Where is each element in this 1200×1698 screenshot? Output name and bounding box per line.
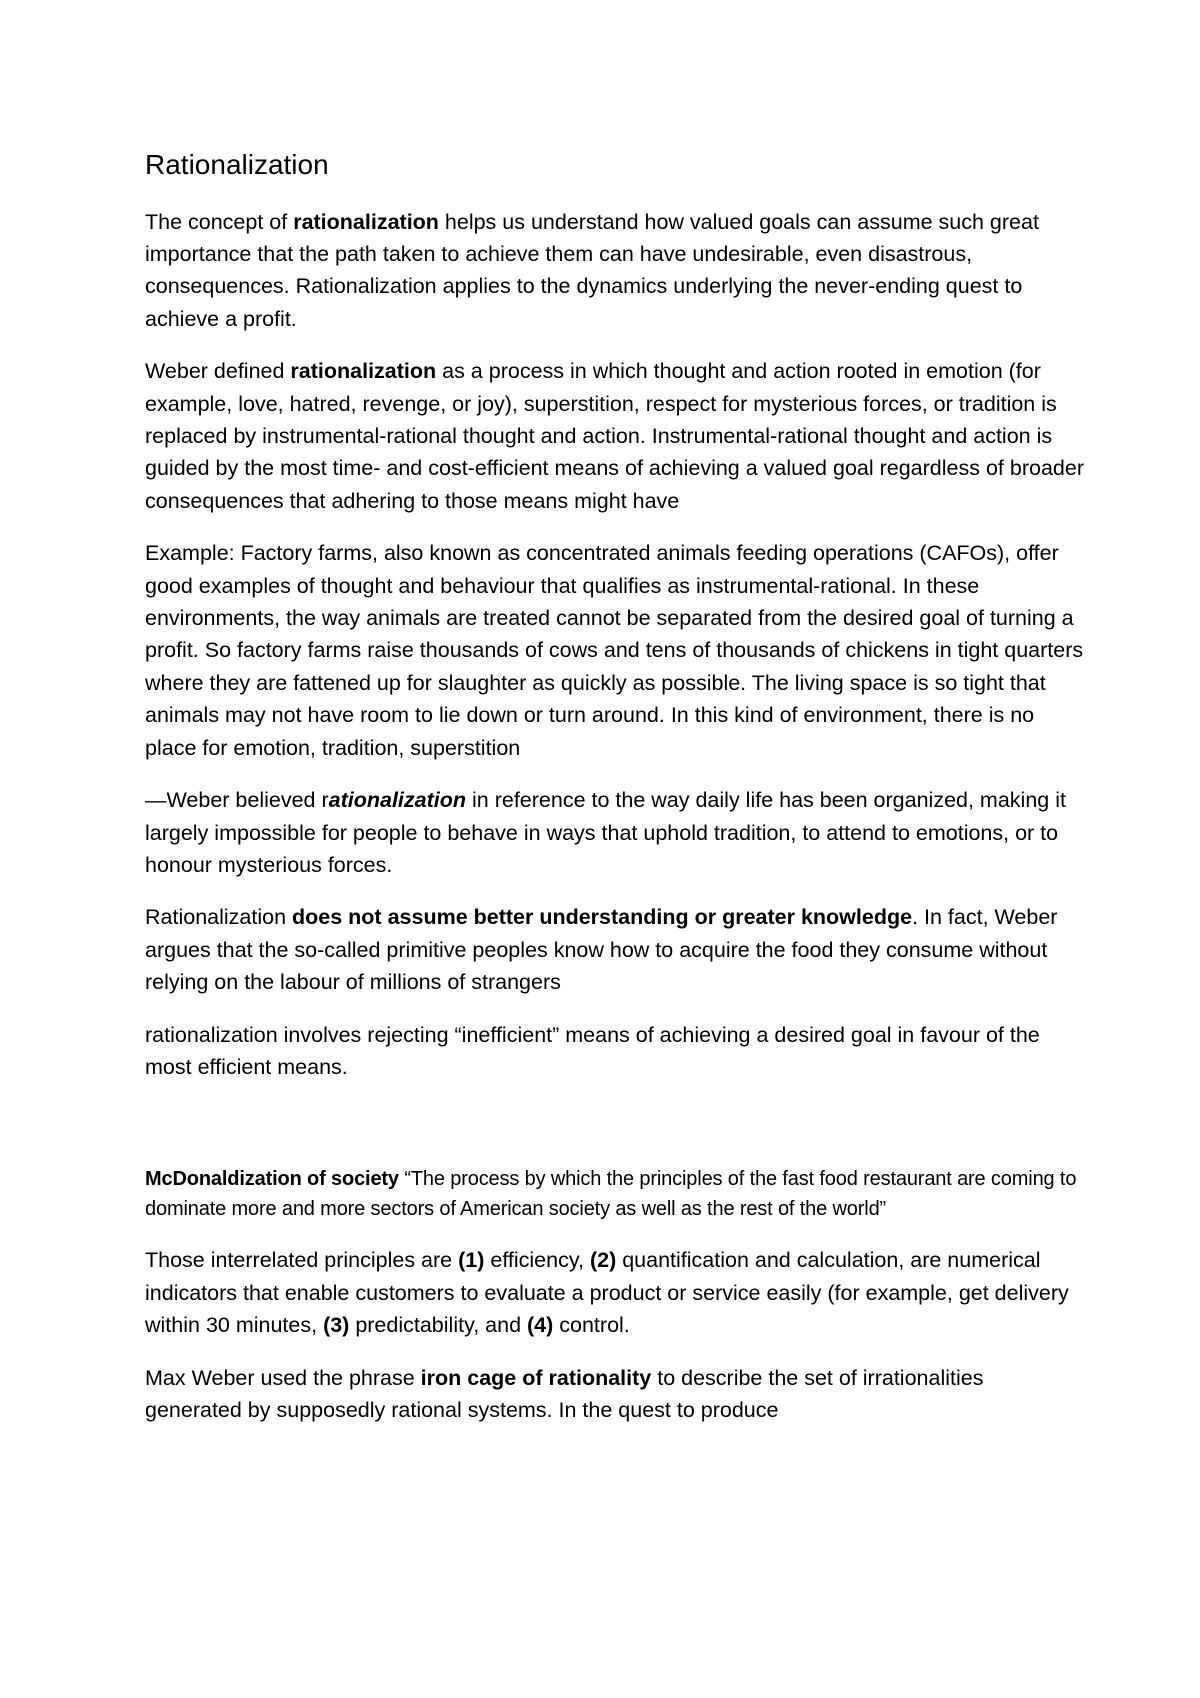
section-heading: Rationalization xyxy=(145,149,329,180)
paragraph-factory-farms-example xyxy=(145,537,1085,764)
bold-term: iron cage of rationality xyxy=(420,1365,652,1390)
bold-italic-term: ationalization xyxy=(328,788,467,813)
text-run: Example: Factory farms, also known as concentrated animals feeding operations (CAFOs), offer good examples of thought and behaviour that qualifies as instrumental-rational. In these environments, the way animals are treated cannot be separated from the desired goal of turning a profit. So factory farms raise thousands of cows and tens of thousands of chickens in tight quarters where they are fattened up for slaughter as quickly as possible. The living space is so tight that animals may not have room to lie down or turn around. In this kind of environment, there is no place for emotion, tradition, superstition xyxy=(145,541,1084,760)
text-run: —Weber believed r xyxy=(145,788,329,813)
text-run: . In fact, Weber argues that the so-called primitive peoples know how to acquire the food they consume without relying on the labour of millions of strangers xyxy=(145,905,1058,995)
text-run: control. xyxy=(553,1313,630,1338)
text-run: The concept of xyxy=(145,209,294,234)
text-run: as a process in which thought and action rooted in emotion (for example, love, hatred, revenge, or joy), superstition, respect for mysterious forces, or tradition is replaced by instrumental-rational thought and action. Instrumental-rational thought and action is guided by the most time- and cost-efficient means of achieving a valued goal regardless of broader consequences that adhering to those means might have xyxy=(145,359,1084,513)
paragraph-weber-definition xyxy=(145,355,1085,517)
bold-term: rationalization xyxy=(290,359,437,384)
paragraph-mcdonaldization xyxy=(145,1165,1085,1224)
text-run: Rationalization xyxy=(145,905,293,930)
bold-number: (2) xyxy=(589,1248,617,1273)
blank-space xyxy=(145,1103,1085,1165)
paragraph-iron-cage xyxy=(145,1362,1085,1427)
paragraph-concept-of-rationalization xyxy=(145,206,1085,336)
document-page xyxy=(145,130,1085,1446)
text-run: Max Weber used the phrase xyxy=(145,1365,421,1390)
text-run: quantification and calculation, are numerical indicators that enable customers to evaluate a product or service easily (for example, get delivery within 30 minutes, xyxy=(145,1248,1069,1338)
bold-term: rationalization xyxy=(293,209,439,234)
bold-number: (1) xyxy=(458,1248,485,1273)
bold-number: (3) xyxy=(323,1313,350,1338)
paragraph-weber-believed xyxy=(145,784,1085,881)
text-run: Weber defined xyxy=(145,359,291,384)
text-run: helps us understand how valued goals can assume such great importance that the path taken to achieve them can have undesirable, even disastrous, consequences. Rationalization applies to the dynamics underlying the never-ending quest to achieve a profit. xyxy=(145,209,1039,331)
text-run: to describe the set of irrationalities generated by supposedly rational systems. In the quest to produce xyxy=(145,1365,984,1422)
paragraph-better-understanding xyxy=(145,901,1085,998)
bold-number: (4) xyxy=(527,1313,554,1338)
text-run: “The process by which the principles of the fast food restaurant are coming to dominate more and more sectors of American society as well as the rest of the world” xyxy=(145,1168,1077,1220)
bold-phrase: does not assume better understanding or greater knowledge xyxy=(292,905,913,930)
text-run: rationalization involves rejecting “inefficient” means of achieving a desired goal in favour of the most efficient means. xyxy=(145,1022,1040,1079)
text-run: Those interrelated principles are xyxy=(145,1248,459,1273)
paragraph-interrelated-principles xyxy=(145,1244,1085,1341)
text-run: predictability, and xyxy=(349,1313,528,1338)
text-run: efficiency, xyxy=(484,1248,590,1273)
bold-term: McDonaldization of society xyxy=(145,1168,399,1191)
text-run: in reference to the way daily life has been organized, making it largely impossible for people to behave in ways that uphold tradition, to attend to emotions, or to honour mysterious forces. xyxy=(145,788,1066,877)
paragraph-rejecting-inefficient xyxy=(145,1019,1085,1084)
